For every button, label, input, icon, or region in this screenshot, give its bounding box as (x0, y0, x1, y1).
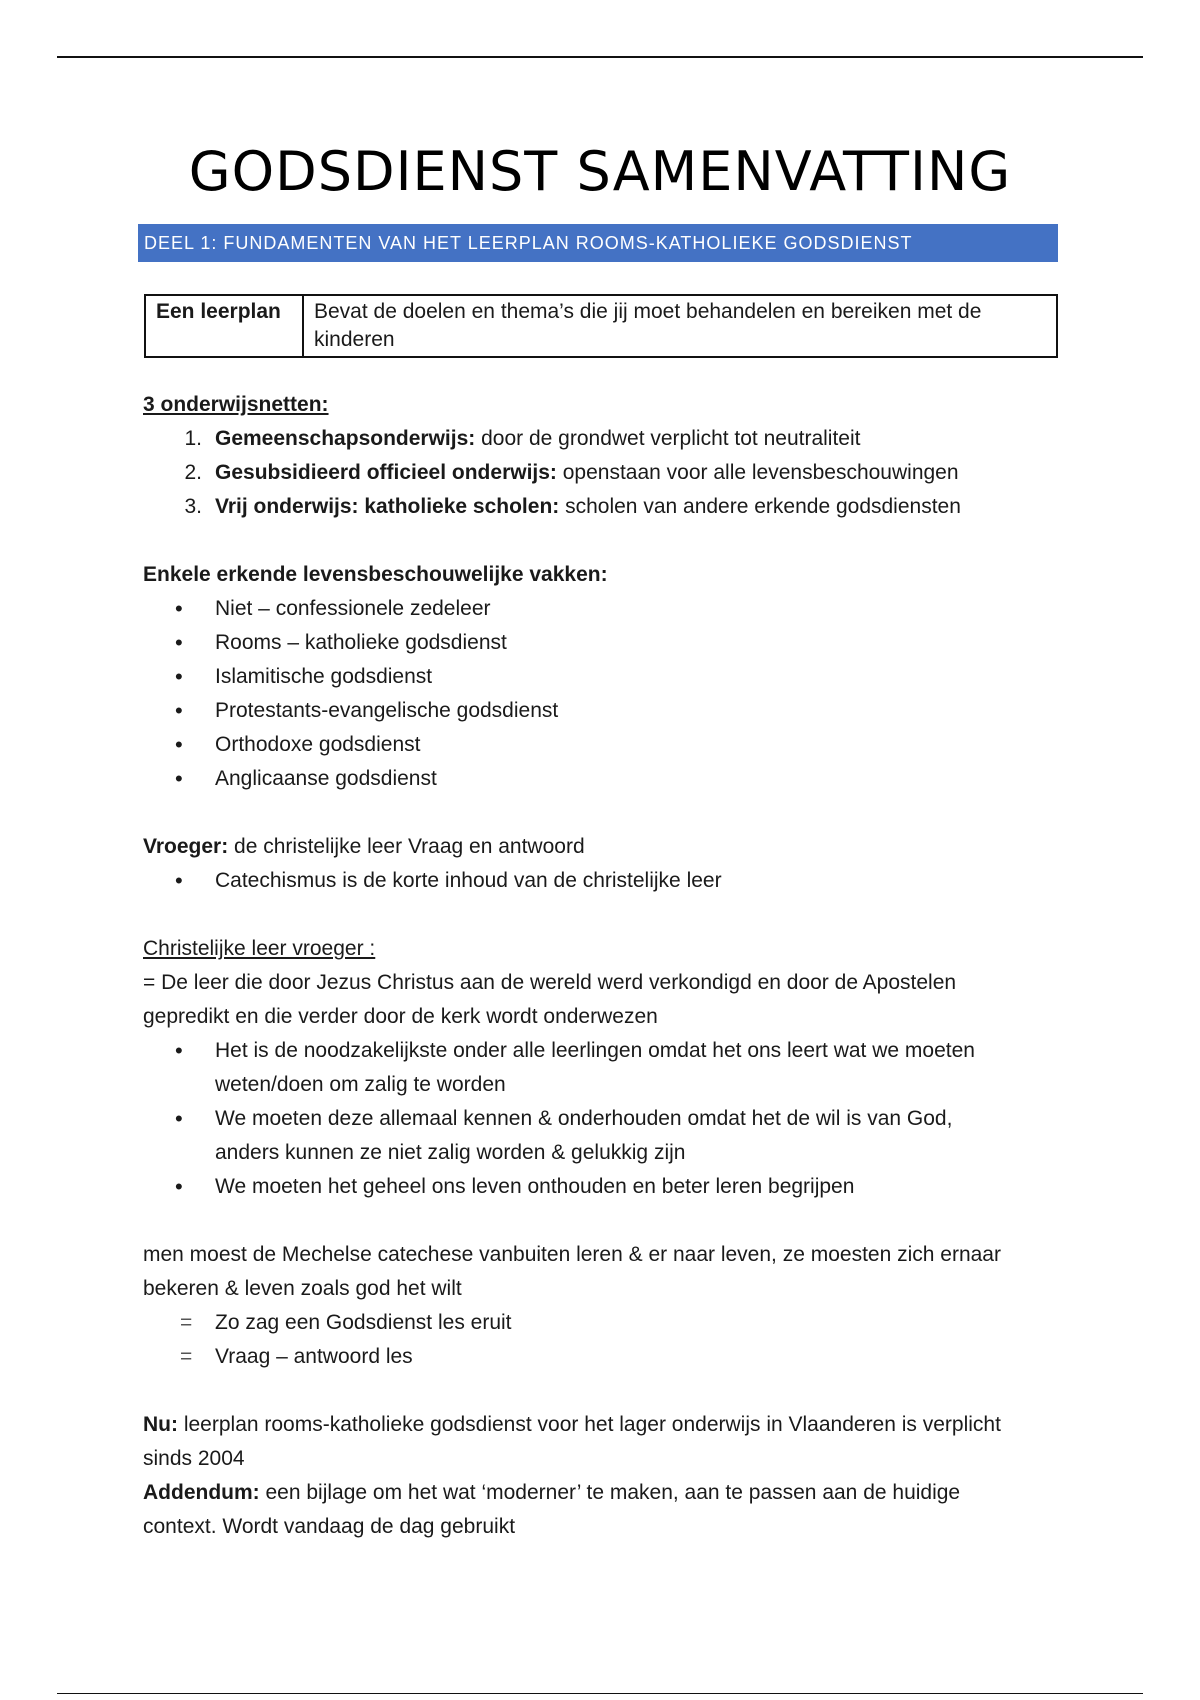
vakken-heading: Enkele erkende levensbeschouwelijke vakken: (143, 563, 608, 586)
vakken-list (143, 592, 1058, 796)
list-item: • Islamitische godsdienst (175, 664, 433, 689)
list-item: = Vraag – antwoord les (180, 1345, 413, 1368)
christelijke-leer-definition: = De leer die door Jezus Christus aan de wereld werd verkondigd en door de Apostelen gepredikt en die verder door de kerk wordt onderwezen (143, 971, 957, 1028)
definition-term: Een leerplan (145, 295, 303, 357)
christelijke-leer-list (143, 1034, 1058, 1204)
list-item: • Rooms – katholieke godsdienst (175, 630, 507, 655)
list-item: • We moeten het geheel ons leven onthouden en beter leren begrijpen (175, 1174, 855, 1199)
list-item: • Catechismus is de korte inhoud van de christelijke leer (175, 868, 722, 893)
document-body (143, 294, 1058, 1544)
list-item: 2. Gesubsidieerd officieel onderwijs: openstaan voor alle levensbeschouwingen (184, 461, 959, 484)
page-title: GODSDIENST SAMENVATTING (188, 140, 1012, 203)
list-item: • Niet – confessionele zedeleer (175, 596, 491, 621)
table-row (145, 295, 1057, 357)
list-item: • Anglicaanse godsdienst (175, 766, 437, 791)
header-rule (57, 56, 1143, 58)
definition-table (144, 294, 1058, 358)
onderwijsnetten-list (143, 422, 1058, 524)
footer-rule (57, 1693, 1143, 1694)
addendum-paragraph: Addendum: een bijlage om het wat ‘moderner’ te maken, aan te passen aan de huidige context. Wordt vandaag de dag gebruikt (143, 1481, 961, 1538)
list-item: • We moeten deze allemaal kennen & onderhouden omdat het de wil is van God, anders kunnen ze niet zalig worden & gelukkig zijn (175, 1106, 953, 1164)
list-item: 3. Vrij onderwijs: katholieke scholen: scholen van andere erkende godsdiensten (184, 495, 961, 518)
nu-paragraph: Nu: leerplan rooms-katholieke godsdienst voor het lager onderwijs in Vlaanderen is verplicht sinds 2004 (143, 1413, 1001, 1470)
list-item: • Orthodoxe godsdienst (175, 732, 421, 757)
vroeger-list (143, 864, 1058, 898)
onderwijsnetten-heading: 3 onderwijsnetten: (143, 393, 329, 416)
mechelse-list (143, 1306, 1058, 1374)
christelijke-leer-heading: Christelijke leer vroeger : (143, 937, 376, 960)
section-header: DEEL 1: FUNDAMENTEN VAN HET LEERPLAN ROOMS-KATHOLIEKE GODSDIENST (138, 224, 1058, 262)
list-item: • Het is de noodzakelijkste onder alle leerlingen omdat het ons leert wat we moeten weten/doen om zalig te worden (175, 1038, 975, 1096)
mechelse-paragraph: men moest de Mechelse catechese vanbuiten leren & er naar leven, ze moesten zich ernaar bekeren & leven zoals god het wilt (143, 1243, 1001, 1300)
definition-text: Bevat de doelen en thema’s die jij moet behandelen en bereiken met de kinderen (303, 295, 1057, 357)
vroeger-paragraph: Vroeger: de christelijke leer Vraag en antwoord (143, 835, 585, 858)
list-item: • Protestants-evangelische godsdienst (175, 698, 559, 723)
list-item: = Zo zag een Godsdienst les eruit (180, 1311, 512, 1334)
list-item: 1. Gemeenschapsonderwijs: door de grondwet verplicht tot neutraliteit (184, 427, 861, 450)
